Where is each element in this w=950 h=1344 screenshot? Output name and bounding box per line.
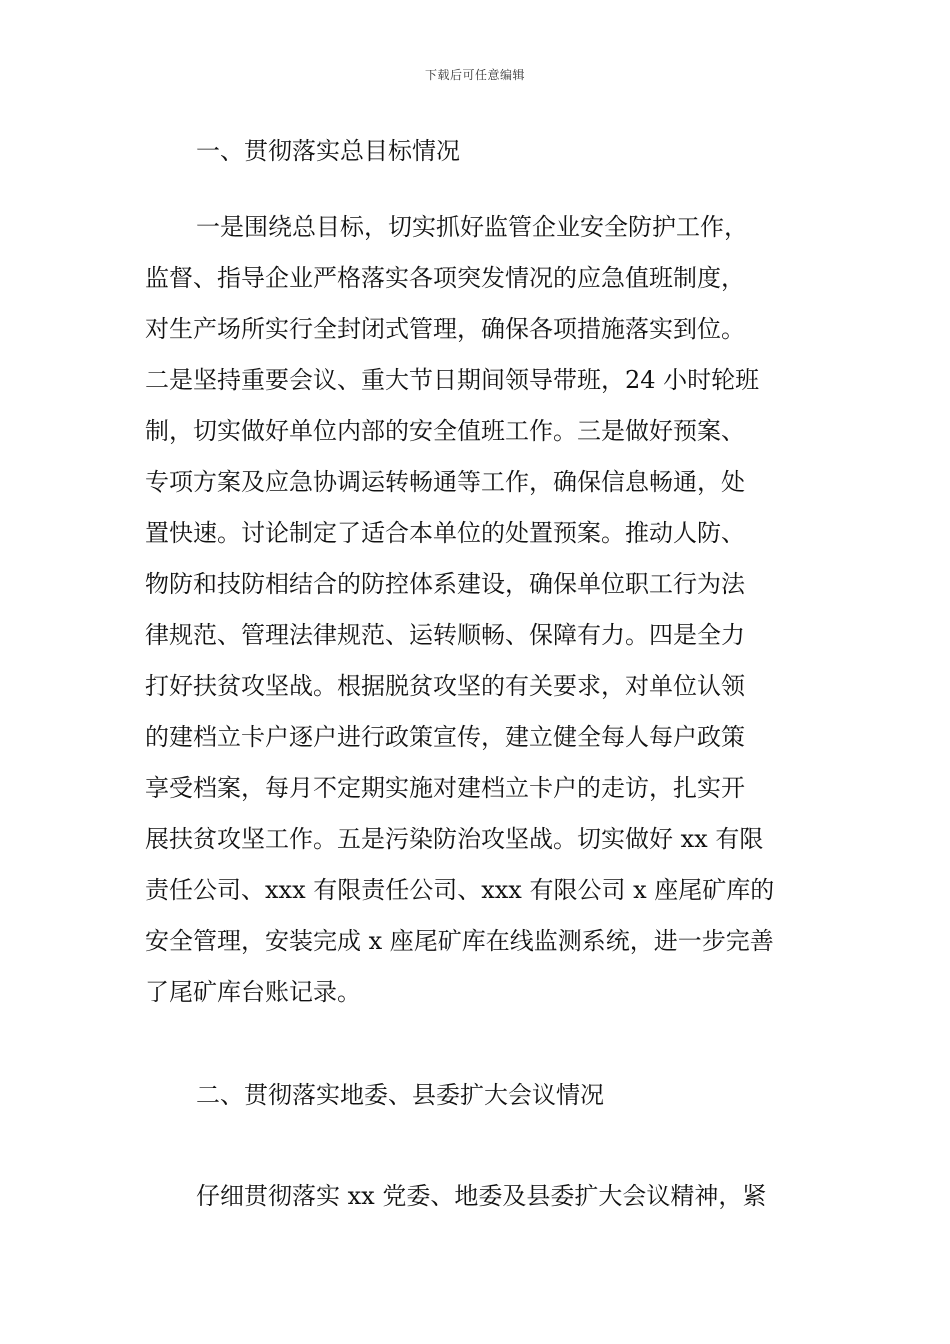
paragraph-line: 二是坚持重要会议、重大节日期间领导带班，24 小时轮班 — [145, 366, 760, 394]
page-header: 下载后可任意编辑 — [424, 68, 525, 82]
section-heading-2: 二、贯彻落实地委、县委扩大会议情况 — [196, 1081, 604, 1109]
paragraph-line: 一是围绕总目标，切实抓好监管企业安全防护工作， — [196, 213, 748, 241]
paragraph-line: 监督、指导企业严格落实各项突发情况的应急值班制度， — [145, 264, 745, 292]
section-2-paragraph — [145, 1171, 813, 1222]
paragraph-line: 享受档案，每月不定期实施对建档立卡户的走访，扎实开 — [145, 774, 745, 802]
paragraph-line: 仔细贯彻落实 xx 党委、地委及县委扩大会议精神，紧 — [196, 1182, 767, 1210]
paragraph-line: 物防和技防相结合的防控体系建设，确保单位职工行为法 — [145, 570, 745, 598]
paragraph-line: 安全管理，安装完成 x 座尾矿库在线监测系统，进一步完善 — [145, 927, 774, 955]
paragraph-line: 了尾矿库台账记录。 — [145, 978, 361, 1006]
paragraph-line: 对生产场所实行全封闭式管理，确保各项措施落实到位。 — [145, 315, 745, 343]
section-1-paragraph — [145, 202, 813, 1018]
paragraph-line: 律规范、管理法律规范、运转顺畅、保障有力。四是全力 — [145, 621, 745, 649]
section-heading-1: 一、贯彻落实总目标情况 — [196, 137, 460, 165]
paragraph-line: 责任公司、xxx 有限责任公司、xxx 有限公司 x 座尾矿库的 — [145, 876, 775, 904]
paragraph-line: 制，切实做好单位内部的安全值班工作。三是做好预案、 — [145, 417, 745, 445]
paragraph-line: 打好扶贫攻坚战。根据脱贫攻坚的有关要求，对单位认领 — [145, 672, 745, 700]
paragraph-line: 的建档立卡户逐户进行政策宣传，建立健全每人每户政策 — [145, 723, 745, 751]
paragraph-line: 置快速。讨论制定了适合本单位的处置预案。推动人防、 — [145, 519, 745, 547]
paragraph-line: 专项方案及应急协调运转畅通等工作，确保信息畅通，处 — [145, 468, 745, 496]
paragraph-line: 展扶贫攻坚工作。五是污染防治攻坚战。切实做好 xx 有限 — [145, 825, 764, 853]
